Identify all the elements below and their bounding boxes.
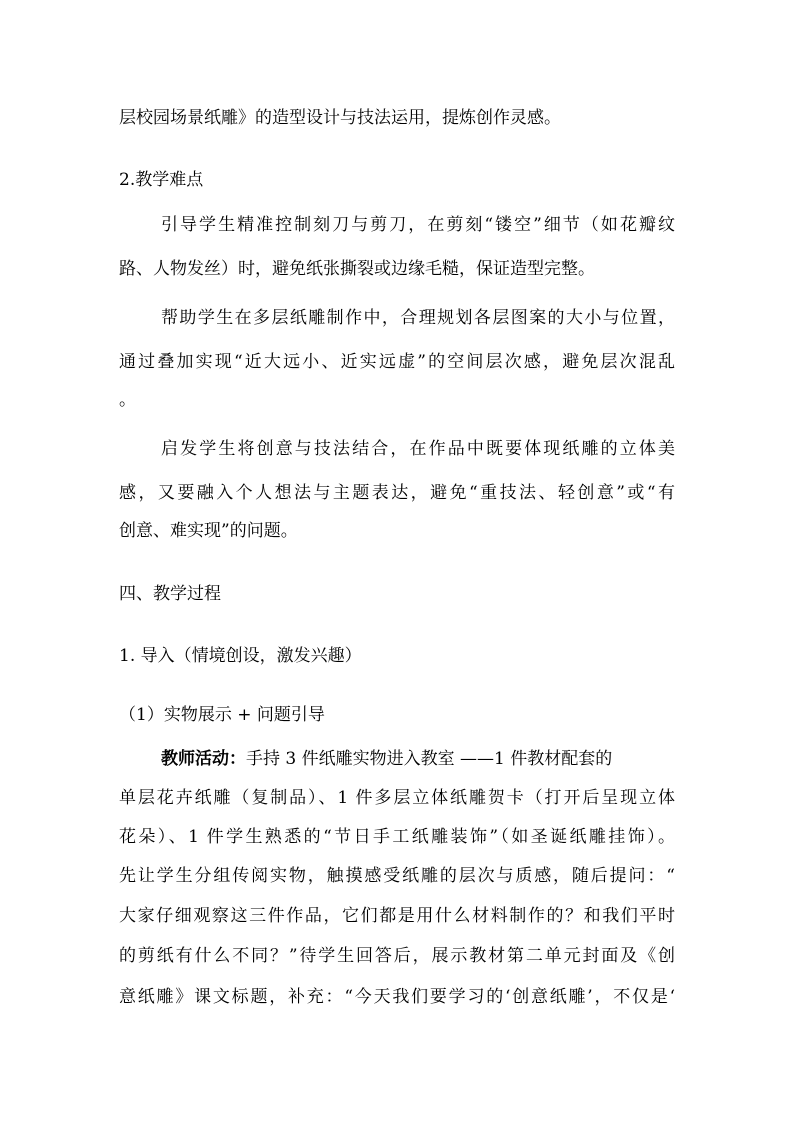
paragraph-line: 。	[119, 390, 136, 410]
teacher-activity-label: 教师活动：	[161, 749, 246, 769]
paragraph-line: 帮助学生在多层纸雕制作中，合理规划各层图案的大小与位置，	[161, 308, 675, 328]
subsection-heading: （1）实物展示 + 问题引导	[119, 705, 325, 725]
paragraph-line: 的剪纸有什么不同？”待学生回答后，展示教材第二单元封面及《创	[119, 946, 675, 966]
teacher-activity-text: 手持 3 件纸雕实物进入教室 ——1 件教材配套的	[246, 749, 613, 769]
section-heading: 四、教学过程	[119, 584, 221, 604]
paragraph-line: 层校园场景纸雕》的造型设计与技法运用，提炼创作灵感。	[119, 108, 561, 128]
paragraph-line: 单层花卉纸雕（复制品）、1 件多层立体纸雕贺卡（打开后呈现立体	[119, 788, 675, 808]
subsection-heading: 1. 导入（情境创设，激发兴趣）	[119, 646, 362, 666]
paragraph-line	[161, 747, 675, 771]
paragraph-line: 创意、难实现”的问题。	[119, 521, 298, 541]
paragraph-line: 启发学生将创意与技法结合，在作品中既要体现纸雕的立体美	[161, 439, 675, 459]
paragraph-line: 大家仔细观察这三件作品，它们都是用什么材料制作的？和我们平时	[119, 906, 675, 926]
paragraph-line: 意纸雕》课文标题，补充：“今天我们要学习的‘创意纸雕’，不仅是‘	[119, 987, 675, 1007]
paragraph-line: 感，又要融入个人想法与主题表达，避免“重技法、轻创意”或“有	[119, 483, 675, 503]
paragraph-line: 引导学生精准控制刻刀与剪刀，在剪刻“镂空”细节（如花瓣纹	[161, 215, 675, 235]
paragraph-line: 通过叠加实现“近大远小、近实远虚”的空间层次感，避免层次混乱	[119, 352, 675, 372]
section-heading: 2.教学难点	[119, 170, 204, 190]
paragraph-line: 路、人物发丝）时，避免纸张撕裂或边缘毛糙，保证造型完整。	[119, 259, 595, 279]
paragraph-line: 花朵）、1 件学生熟悉的“节日手工纸雕装饰”（如圣诞纸雕挂饰）。	[119, 827, 675, 847]
paragraph-line: 先让学生分组传阅实物，触摸感受纸雕的层次与质感，随后提问：“	[119, 866, 675, 886]
